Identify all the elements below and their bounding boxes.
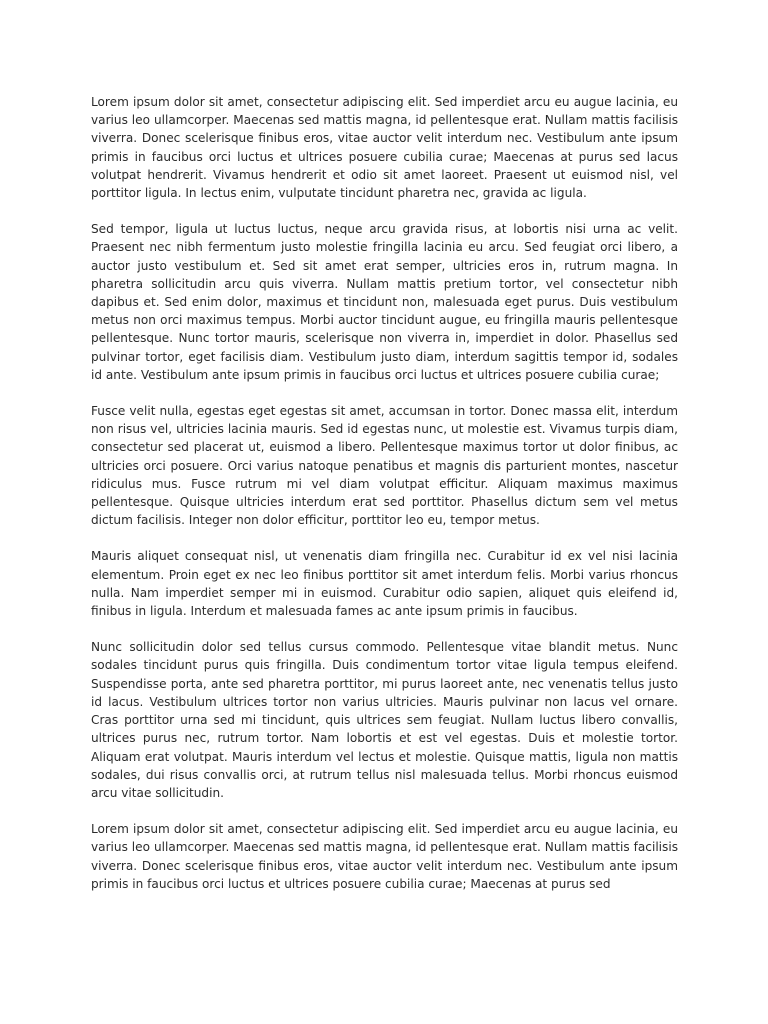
paragraph-6: Lorem ipsum dolor sit amet, consectetur adipiscing elit. Sed imperdiet arcu eu augue lacinia, eu varius leo ullamcorper. Maecenas sed mattis magna, id pellentesque erat. Nullam mattis facilisis viverra. Donec scelerisque finibus eros, vitae auctor velit interdum nec. Vestibulum ante ipsum primis in faucibus orci luctus et ultrices posuere cubilia curae; Maecenas at purus sed (91, 822, 678, 891)
paragraph-4: Mauris aliquet consequat nisl, ut venenatis diam fringilla nec. Curabitur id ex vel nisi lacinia elementum. Proin eget ex nec leo finibus porttitor sit amet interdum felis. Morbi varius rhoncus nulla. Nam imperdiet semper mi in euismod. Curabitur odio sapien, aliquet quis eleifend id, finibus in ligula. Interdum et malesuada fames ac ante ipsum primis in faucibus. (91, 549, 678, 619)
paragraph-2: Sed tempor, ligula ut luctus luctus, neque arcu gravida risus, at lobortis nisi urna ac velit. Praesent nec nibh fermentum justo molestie fringilla lacinia eu arcu. Sed feugiat orci libero, a auctor justo vestibulum et. Sed sit amet erat semper, ultricies eros in, rutrum magna. In pharetra sollicitudin arcu quis viverra. Nullam mattis pretium tortor, vel consectetur nibh dapibus et. Sed enim dolor, maximus et tincidunt non, malesuada eget purus. Duis vestibulum metus non orci maximus tempus. Morbi auctor tincidunt augue, eu fringilla mauris pellentesque pellentesque. Nunc tortor mauris, scelerisque non viverra in, imperdiet in dolor. Phasellus sed pulvinar tortor, eget facilisis diam. Vestibulum justo diam, interdum sagittis tempor id, sodales id ante. Vestibulum ante ipsum primis in faucibus orci luctus et ultrices posuere cubilia curae; (91, 222, 678, 382)
document-body (91, 93, 678, 911)
paragraph-3: Fusce velit nulla, egestas eget egestas sit amet, accumsan in tortor. Donec massa elit, interdum non risus vel, ultricies lacinia mauris. Sed id egestas nunc, ut molestie est. Vivamus turpis diam, consectetur sed placerat ut, euismod a libero. Pellentesque maximus tortor ut dolor finibus, ac ultricies orci posuere. Orci varius natoque penatibus et magnis dis parturient montes, nascetur ridiculus mus. Fusce rutrum mi vel diam volutpat efficitur. Aliquam maximus maximus pellentesque. Quisque ultricies interdum erat sed porttitor. Phasellus dictum sem vel metus dictum facilisis. Integer non dolor efficitur, porttitor leo eu, tempor metus. (91, 404, 678, 528)
paragraph-5: Nunc sollicitudin dolor sed tellus cursus commodo. Pellentesque vitae blandit metus. Nunc sodales tincidunt purus quis fringilla. Duis condimentum tortor vitae ligula tempus eleifend. Suspendisse porta, ante sed pharetra porttitor, mi purus laoreet ante, nec venenatis tellus justo id lacus. Vestibulum ultrices tortor non varius ultricies. Mauris pulvinar non lacus vel ornare. Cras porttitor urna sed mi tincidunt, quis ultrices sem feugiat. Nullam luctus libero convallis, ultrices purus nec, rutrum tortor. Nam lobortis et est vel egestas. Duis et molestie tortor. Aliquam erat volutpat. Mauris interdum vel lectus et molestie. Quisque mattis, ligula non mattis sodales, dui risus convallis orci, at rutrum tellus nisl malesuada tellus. Morbi rhoncus euismod arcu vitae sollicitudin. (91, 640, 678, 800)
paragraph-1: Lorem ipsum dolor sit amet, consectetur adipiscing elit. Sed imperdiet arcu eu augue lacinia, eu varius leo ullamcorper. Maecenas sed mattis magna, id pellentesque erat. Nullam mattis facilisis viverra. Donec scelerisque finibus eros, vitae auctor velit interdum nec. Vestibulum ante ipsum primis in faucibus orci luctus et ultrices posuere cubilia curae; Maecenas at purus sed lacus volutpat hendrerit. Vivamus hendrerit et odio sit amet laoreet. Praesent ut euismod nisl, vel porttitor ligula. In lectus enim, vulputate tincidunt pharetra nec, gravida ac ligula. (91, 95, 678, 201)
